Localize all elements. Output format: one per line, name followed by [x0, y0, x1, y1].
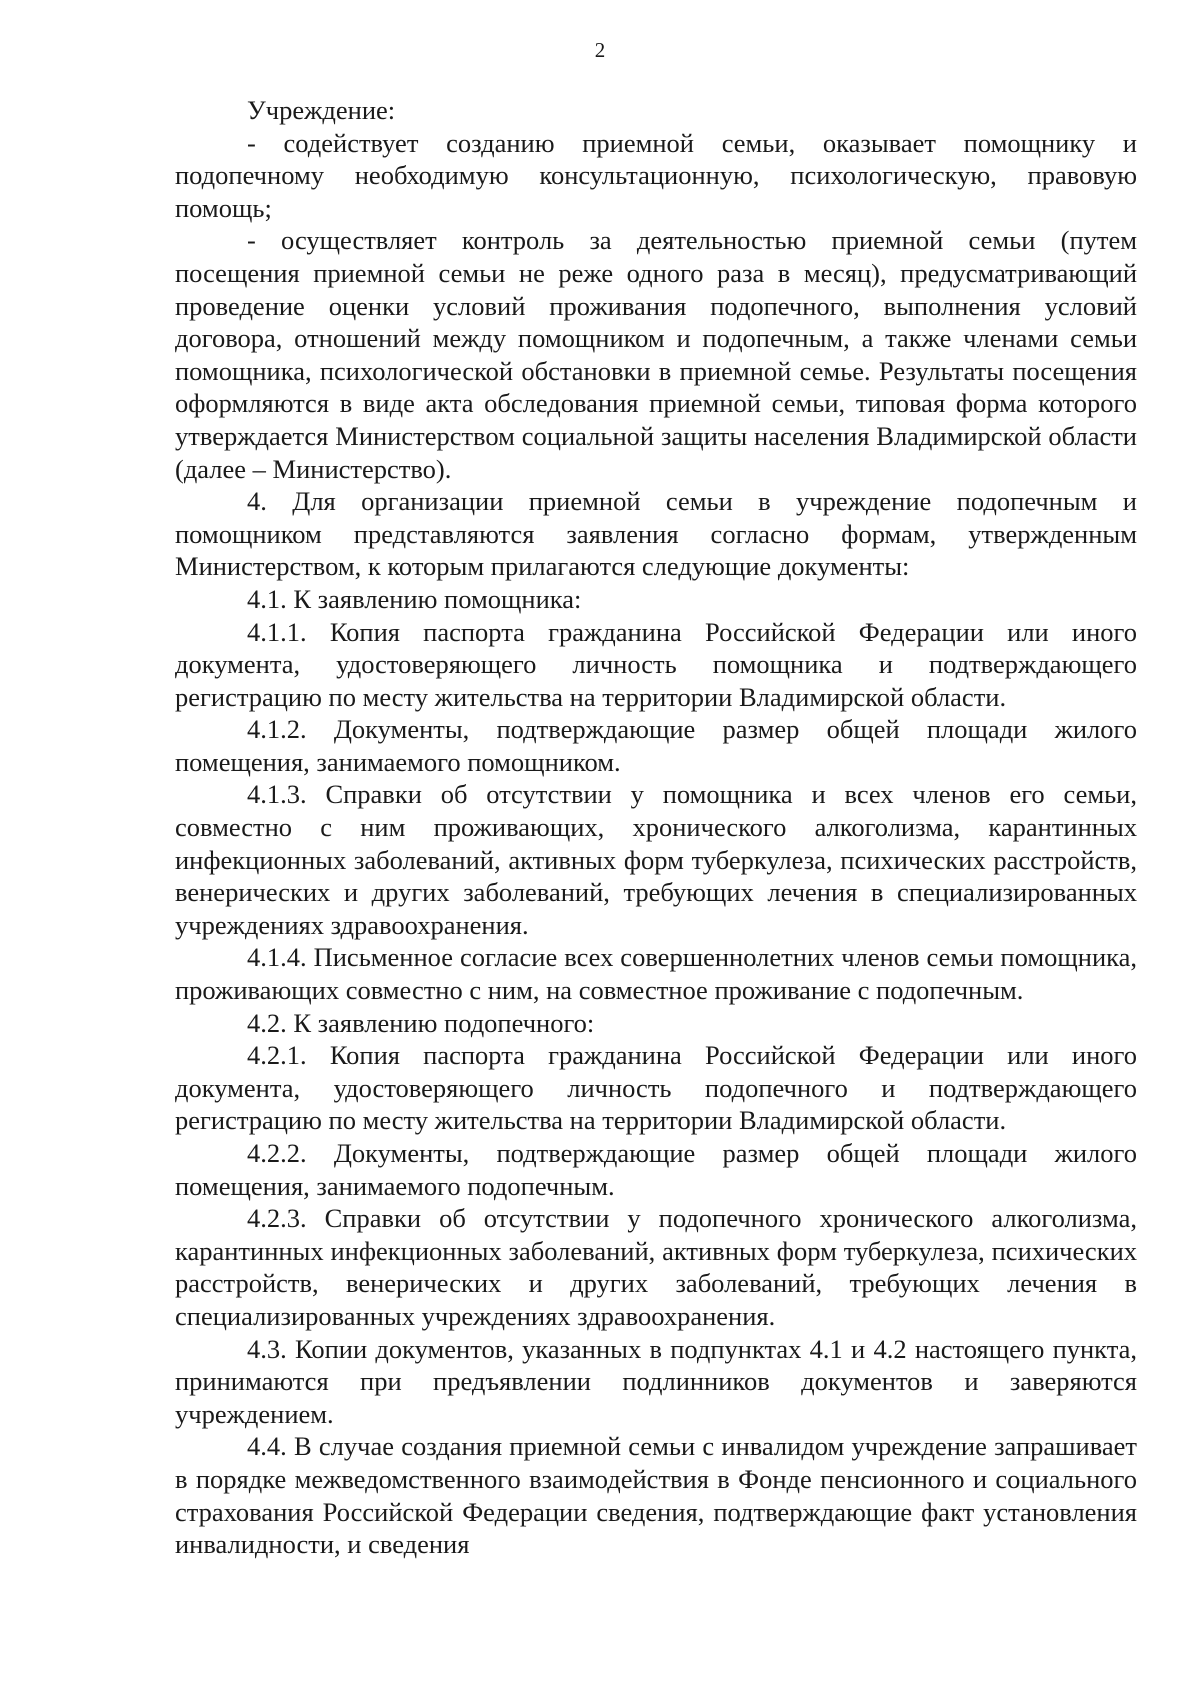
paragraph: 4. Для организации приемной семьи в учреждение подопечным и помощником представляются заявления согласно формам, утвержденным Министерством, к которым прилагаются следующие документы:: [175, 486, 1137, 582]
paragraph: 4.1.4. Письменное согласие всех совершеннолетних членов семьи помощника, проживающих совместно с ним, на совместное проживание с подопечным.: [175, 942, 1137, 1006]
paragraph: 4.4. В случае создания приемной семьи с инвалидом учреждение запрашивает в порядке межведомственного взаимодействия в Фонде пенсионного и социального страхования Российской Федерации сведения, подтверждающие факт установления инвалидности, и сведения: [175, 1431, 1137, 1560]
paragraph: 4.1.2. Документы, подтверждающие размер общей площади жилого помещения, занимаемого помощником.: [175, 714, 1137, 777]
paragraph: - содействует созданию приемной семьи, оказывает помощнику и подопечному необходимую консультационную, психологическую, правовую помощь;: [175, 127, 1137, 223]
paragraph: 4.3. Копии документов, указанных в подпунктах 4.1 и 4.2 настоящего пункта, принимаются при предъявлении подлинников документов и заверяются учреждением.: [175, 1333, 1137, 1429]
paragraph: 4.1.3. Справки об отсутствии у помощника и всех членов его семьи, совместно с ним проживающих, хронического алкоголизма, карантинных инфекционных заболеваний, активных форм туберкулеза, психических расстройств, венерических и других заболеваний, требующих лечения в специализированных учреждениях здравоохранения.: [175, 779, 1137, 940]
paragraph: Учреждение:: [247, 95, 396, 125]
document-body: [175, 94, 1137, 1561]
paragraph: 4.1.1. Копия паспорта гражданина Российской Федерации или иного документа, удостоверяющего личность помощника и подтверждающего регистрацию по месту жительства на территории Владимирской области.: [175, 616, 1137, 712]
paragraph: 4.2.3. Справки об отсутствии у подопечного хронического алкоголизма, карантинных инфекционных заболеваний, активных форм туберкулеза, психических расстройств, венерических и других заболеваний, требующих лечения в специализированных учреждениях здравоохранения.: [175, 1203, 1137, 1331]
page-number: 2: [594, 38, 606, 62]
paragraph: 4.2.1. Копия паспорта гражданина Российской Федерации или иного документа, удостоверяющего личность подопечного и подтверждающего регистрацию по месту жительства на территории Владимирской области.: [175, 1040, 1137, 1136]
paragraph: - осуществляет контроль за деятельностью приемной семьи (путем посещения приемной семьи не реже одного раза в месяц), предусматривающий проведение оценки условий проживания подопечного, выполнения условий договора, отношений между помощником и подопечным, а также членами семьи помощника, психологической обстановки в приемной семье. Результаты посещения оформляются в виде акта обследования приемной семьи, типовая форма которого утверждается Министерством социальной защиты населения Владимирской области (далее – Министерство).: [175, 225, 1137, 484]
paragraph: 4.2.2. Документы, подтверждающие размер общей площади жилого помещения, занимаемого подопечным.: [175, 1138, 1137, 1201]
paragraph: 4.1. К заявлению помощника:: [247, 583, 582, 614]
paragraph: 4.2. К заявлению подопечного:: [247, 1007, 595, 1038]
